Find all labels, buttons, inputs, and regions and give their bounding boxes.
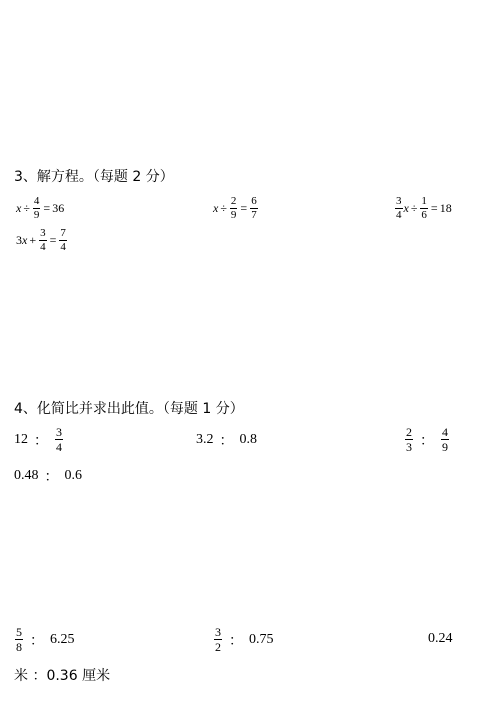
ratio-6: [213, 626, 274, 653]
denominator: 4: [396, 209, 402, 221]
numerator: 2: [406, 425, 412, 439]
denominator: 9: [442, 440, 448, 454]
equation-4: [16, 228, 68, 253]
ratio-5: [14, 626, 75, 653]
rhs-fraction: [250, 196, 258, 221]
denominator: 4: [60, 241, 66, 253]
left-fraction: [214, 626, 222, 653]
right-term: 0.6: [64, 468, 82, 483]
numerator: 5: [16, 625, 22, 639]
operator: +: [29, 233, 37, 247]
colon: ：: [30, 633, 44, 649]
operator: ÷: [410, 201, 418, 215]
denominator: 7: [251, 209, 257, 221]
rhs: 36: [52, 201, 65, 215]
colon: ：: [420, 433, 434, 449]
ratio-2: [196, 430, 257, 450]
denominator: 9: [230, 209, 237, 221]
equation-1: [16, 196, 64, 221]
right-term: 0.75: [249, 631, 274, 647]
left-term: 0.48: [14, 468, 39, 483]
equals: =: [49, 233, 57, 247]
numerator: 3: [215, 625, 221, 639]
right-fraction: [55, 426, 63, 453]
colon: ：: [44, 470, 59, 485]
left-fraction: [405, 426, 413, 453]
fraction: [230, 196, 238, 221]
colon: ：: [229, 633, 243, 649]
section-4-heading: 4、化简比并求出此值。（每题 1 分）: [14, 401, 244, 417]
ratio-8: 米 ：0.36 厘米: [14, 668, 111, 684]
rhs-fraction: [59, 228, 67, 253]
equation-2: [213, 196, 259, 221]
numerator: 1: [421, 195, 427, 207]
coefficient-fraction: [395, 196, 403, 221]
numerator: 4: [33, 195, 40, 207]
right-term: 0.8: [239, 432, 257, 447]
numerator: 3: [56, 425, 62, 439]
coefficient: 3: [16, 233, 22, 247]
right-term: 6.25: [50, 631, 75, 647]
left-fraction: [15, 626, 23, 653]
numerator: 6: [251, 195, 257, 207]
numerator: 3: [40, 227, 46, 239]
denominator: 4: [40, 241, 46, 253]
denominator: 3: [406, 440, 412, 454]
equation-3: [394, 196, 452, 221]
variable: x: [22, 233, 28, 247]
section-3-heading: 3、解方程。（每题 2 分）: [14, 169, 174, 185]
ratio-1: [14, 426, 64, 453]
ratio-4: [14, 466, 82, 486]
variable: x: [16, 201, 22, 215]
ratio-7: [428, 631, 453, 647]
numerator: 2: [230, 195, 237, 207]
numerator: 3: [396, 195, 402, 207]
left-term: 12: [14, 431, 28, 447]
rhs: 18: [439, 201, 452, 215]
variable: x: [213, 201, 219, 215]
numerator: 4: [442, 425, 448, 439]
fraction: [33, 196, 41, 221]
colon: ：: [219, 434, 234, 449]
denominator: 9: [33, 209, 40, 221]
right-fraction: [441, 426, 449, 453]
numerator: 7: [60, 227, 66, 239]
equals: =: [43, 201, 51, 215]
fraction: [39, 228, 47, 253]
colon: ：: [34, 433, 48, 449]
denominator: 8: [16, 640, 22, 654]
left-term: 3.2: [196, 432, 214, 447]
operator: ÷: [23, 201, 30, 215]
operator: ÷: [220, 201, 227, 215]
equals: =: [240, 201, 248, 215]
equals: =: [430, 201, 438, 215]
fraction: [420, 196, 428, 221]
variable: x: [403, 201, 409, 215]
denominator: 6: [421, 209, 427, 221]
value: 0.24: [428, 631, 453, 646]
denominator: 2: [215, 640, 221, 654]
denominator: 4: [56, 440, 62, 454]
ratio-3: [404, 426, 450, 453]
